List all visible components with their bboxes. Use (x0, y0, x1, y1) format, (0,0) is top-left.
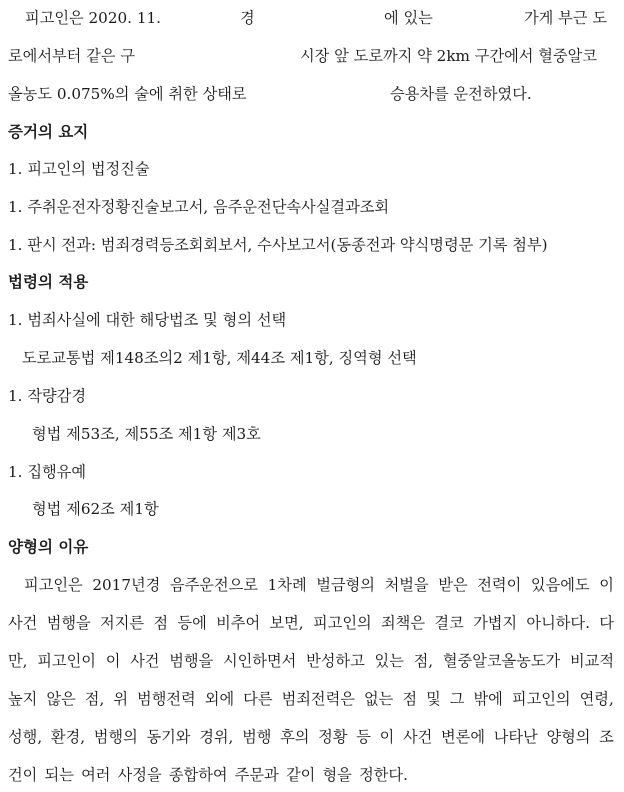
reasons-word: 사정을 (117, 766, 162, 784)
reasons-word: 위 (113, 690, 128, 708)
reasons-word: 건이 (8, 766, 38, 784)
reasons-word: 되는 (44, 766, 74, 784)
facts-text: 로에서부터 같은 구 (8, 47, 136, 65)
reasons-word: 점, (413, 652, 434, 670)
facts-text: 시장 앞 도로까지 약 2km 구간에서 혈중알코 (300, 47, 597, 65)
reasons-word: 정황 (318, 728, 348, 746)
reasons-line-2 (8, 611, 614, 635)
reasons-word: 후의 (280, 728, 310, 746)
facts-text: 에 있는 (384, 9, 433, 27)
reasons-word: 가볍지 (473, 614, 518, 632)
reasons-line-6 (8, 763, 408, 787)
reasons-word: 조 (599, 728, 614, 746)
reasons-word: 주문과 (234, 766, 279, 784)
reasons-word: 경위, (199, 728, 234, 746)
reasons-word: 죄책은 (381, 614, 426, 632)
law-item-suspension: 1. 집행유예 (8, 463, 87, 481)
reasons-word: 사건 (130, 652, 160, 670)
reasons-word: 양형의 (546, 728, 591, 746)
reasons-word: 범죄전력은 (281, 690, 355, 708)
facts-line-3 (8, 82, 614, 106)
facts-line-2 (8, 44, 614, 68)
reasons-word: 1차례 (267, 576, 307, 594)
facts-text: 피고인은 2020. 11. (25, 9, 161, 27)
reasons-word: 환경, (50, 728, 86, 746)
reasons-line-1 (24, 573, 614, 597)
law-item-suspension-detail: 형법 제62조 제1항 (32, 500, 159, 518)
reasons-word: 범행을 (169, 652, 214, 670)
facts-text: 올농도 0.075%의 술에 취한 상태로 (8, 85, 247, 103)
evidence-item: 1. 피고인의 법정진술 (8, 160, 150, 178)
facts-text: 가게 부근 도 (524, 9, 608, 27)
evidence-item: 1. 주취운전자정황진술보고서, 음주운전단속사실결과조회 (8, 198, 390, 216)
reasons-line-3 (8, 649, 614, 673)
reasons-word: 정한다. (359, 766, 408, 784)
law-item-mitigation-detail: 형법 제53조, 제55조 제1항 제3호 (32, 425, 261, 443)
reasons-word: 연령, (579, 690, 614, 708)
reasons-word: 나타난 (493, 728, 538, 746)
reasons-line-4 (8, 687, 614, 711)
reasons-word: 벌금형의 (316, 576, 375, 594)
reasons-word: 사건 (402, 728, 433, 746)
reasons-word: 처벌을 (384, 576, 429, 594)
reasons-word: 및 (426, 690, 441, 708)
evidence-item: 1. 판시 전과: 범죄경력등조회회보서, 수사보고서(동종전과 약식명령문 기록 첨부) (8, 236, 548, 254)
reasons-word: 피고인의 (312, 614, 372, 632)
reasons-word: 있음에도 (530, 576, 590, 594)
reasons-word: 피고인의 (511, 690, 571, 708)
reasons-word: 받은 (438, 576, 468, 594)
reasons-word: 전력이 (477, 576, 522, 594)
reasons-word: 혈중알코올농도가 (442, 652, 561, 670)
law-item-mitigation: 1. 작량감경 (8, 387, 87, 405)
reasons-word: 비교적 (569, 652, 614, 670)
reasons-word: 등에 (177, 614, 207, 632)
reasons-word: 외에 (204, 690, 235, 708)
reasons-word: 변론에 (441, 728, 486, 746)
reasons-word: 아니하다. (526, 614, 590, 632)
reasons-word: 밖에 (473, 690, 503, 708)
reasons-word: 점, (84, 690, 105, 708)
reasons-word: 비추어 (216, 614, 261, 632)
reasons-word: 동기와 (146, 728, 191, 746)
reasons-line-5 (8, 725, 614, 749)
reasons-word: 형을 (322, 766, 352, 784)
reasons-word: 범행의 (93, 728, 138, 746)
reasons-word: 않은 (46, 690, 76, 708)
reasons-word: 높지 (8, 690, 38, 708)
facts-text: 승용차를 운전하였다. (390, 85, 532, 103)
reasons-word: 시인하면서 (222, 652, 297, 670)
reasons-word: 이 (379, 728, 395, 746)
reasons-word: 저지른 (100, 614, 145, 632)
reasons-word: 다 (599, 614, 614, 632)
reasons-word: 여러 (81, 766, 111, 784)
reasons-word: 범행 (242, 728, 272, 746)
evidence-heading: 증거의 요지 (8, 123, 89, 141)
reasons-word: 같이 (285, 766, 316, 784)
reasons-word: 이 (599, 576, 614, 594)
reasons-word: 2017년경 (92, 576, 161, 594)
reasons-word: 피고인은 (24, 576, 83, 594)
law-item-charge-selection: 1. 범죄사실에 대한 해당법조 및 형의 선택 (8, 311, 287, 329)
reasons-word: 없는 (363, 690, 394, 708)
reasons-word: 결코 (434, 614, 464, 632)
reasons-word: 음주운전으로 (169, 576, 258, 594)
reasons-word: 성행, (8, 728, 43, 746)
reasons-word: 만, (8, 652, 28, 670)
reasons-word: 점 (402, 690, 418, 708)
reasons-word: 점 (153, 614, 169, 632)
law-item-charge-detail: 도로교통법 제148조의2 제1항, 제44조 제1항, 징역형 선택 (22, 349, 417, 367)
reasons-word: 이 (105, 652, 121, 670)
reasons-word: 종합하여 (168, 766, 228, 784)
reasons-word: 다른 (243, 690, 273, 708)
reasons-word: 피고인이 (37, 652, 96, 670)
reasons-word: 반성하고 (306, 652, 365, 670)
reasons-heading: 양형의 이유 (8, 538, 89, 556)
reasons-word: 있는 (374, 652, 404, 670)
facts-text: 경 (240, 9, 255, 27)
reasons-word: 보면, (269, 614, 304, 632)
law-heading: 법령의 적용 (8, 273, 89, 291)
reasons-word: 사건 (8, 614, 38, 632)
facts-line-1 (8, 6, 614, 30)
reasons-word: 등 (356, 728, 371, 746)
reasons-word: 그 (449, 690, 465, 708)
reasons-word: 범행을 (46, 614, 91, 632)
reasons-word: 범행전력 (137, 690, 196, 708)
